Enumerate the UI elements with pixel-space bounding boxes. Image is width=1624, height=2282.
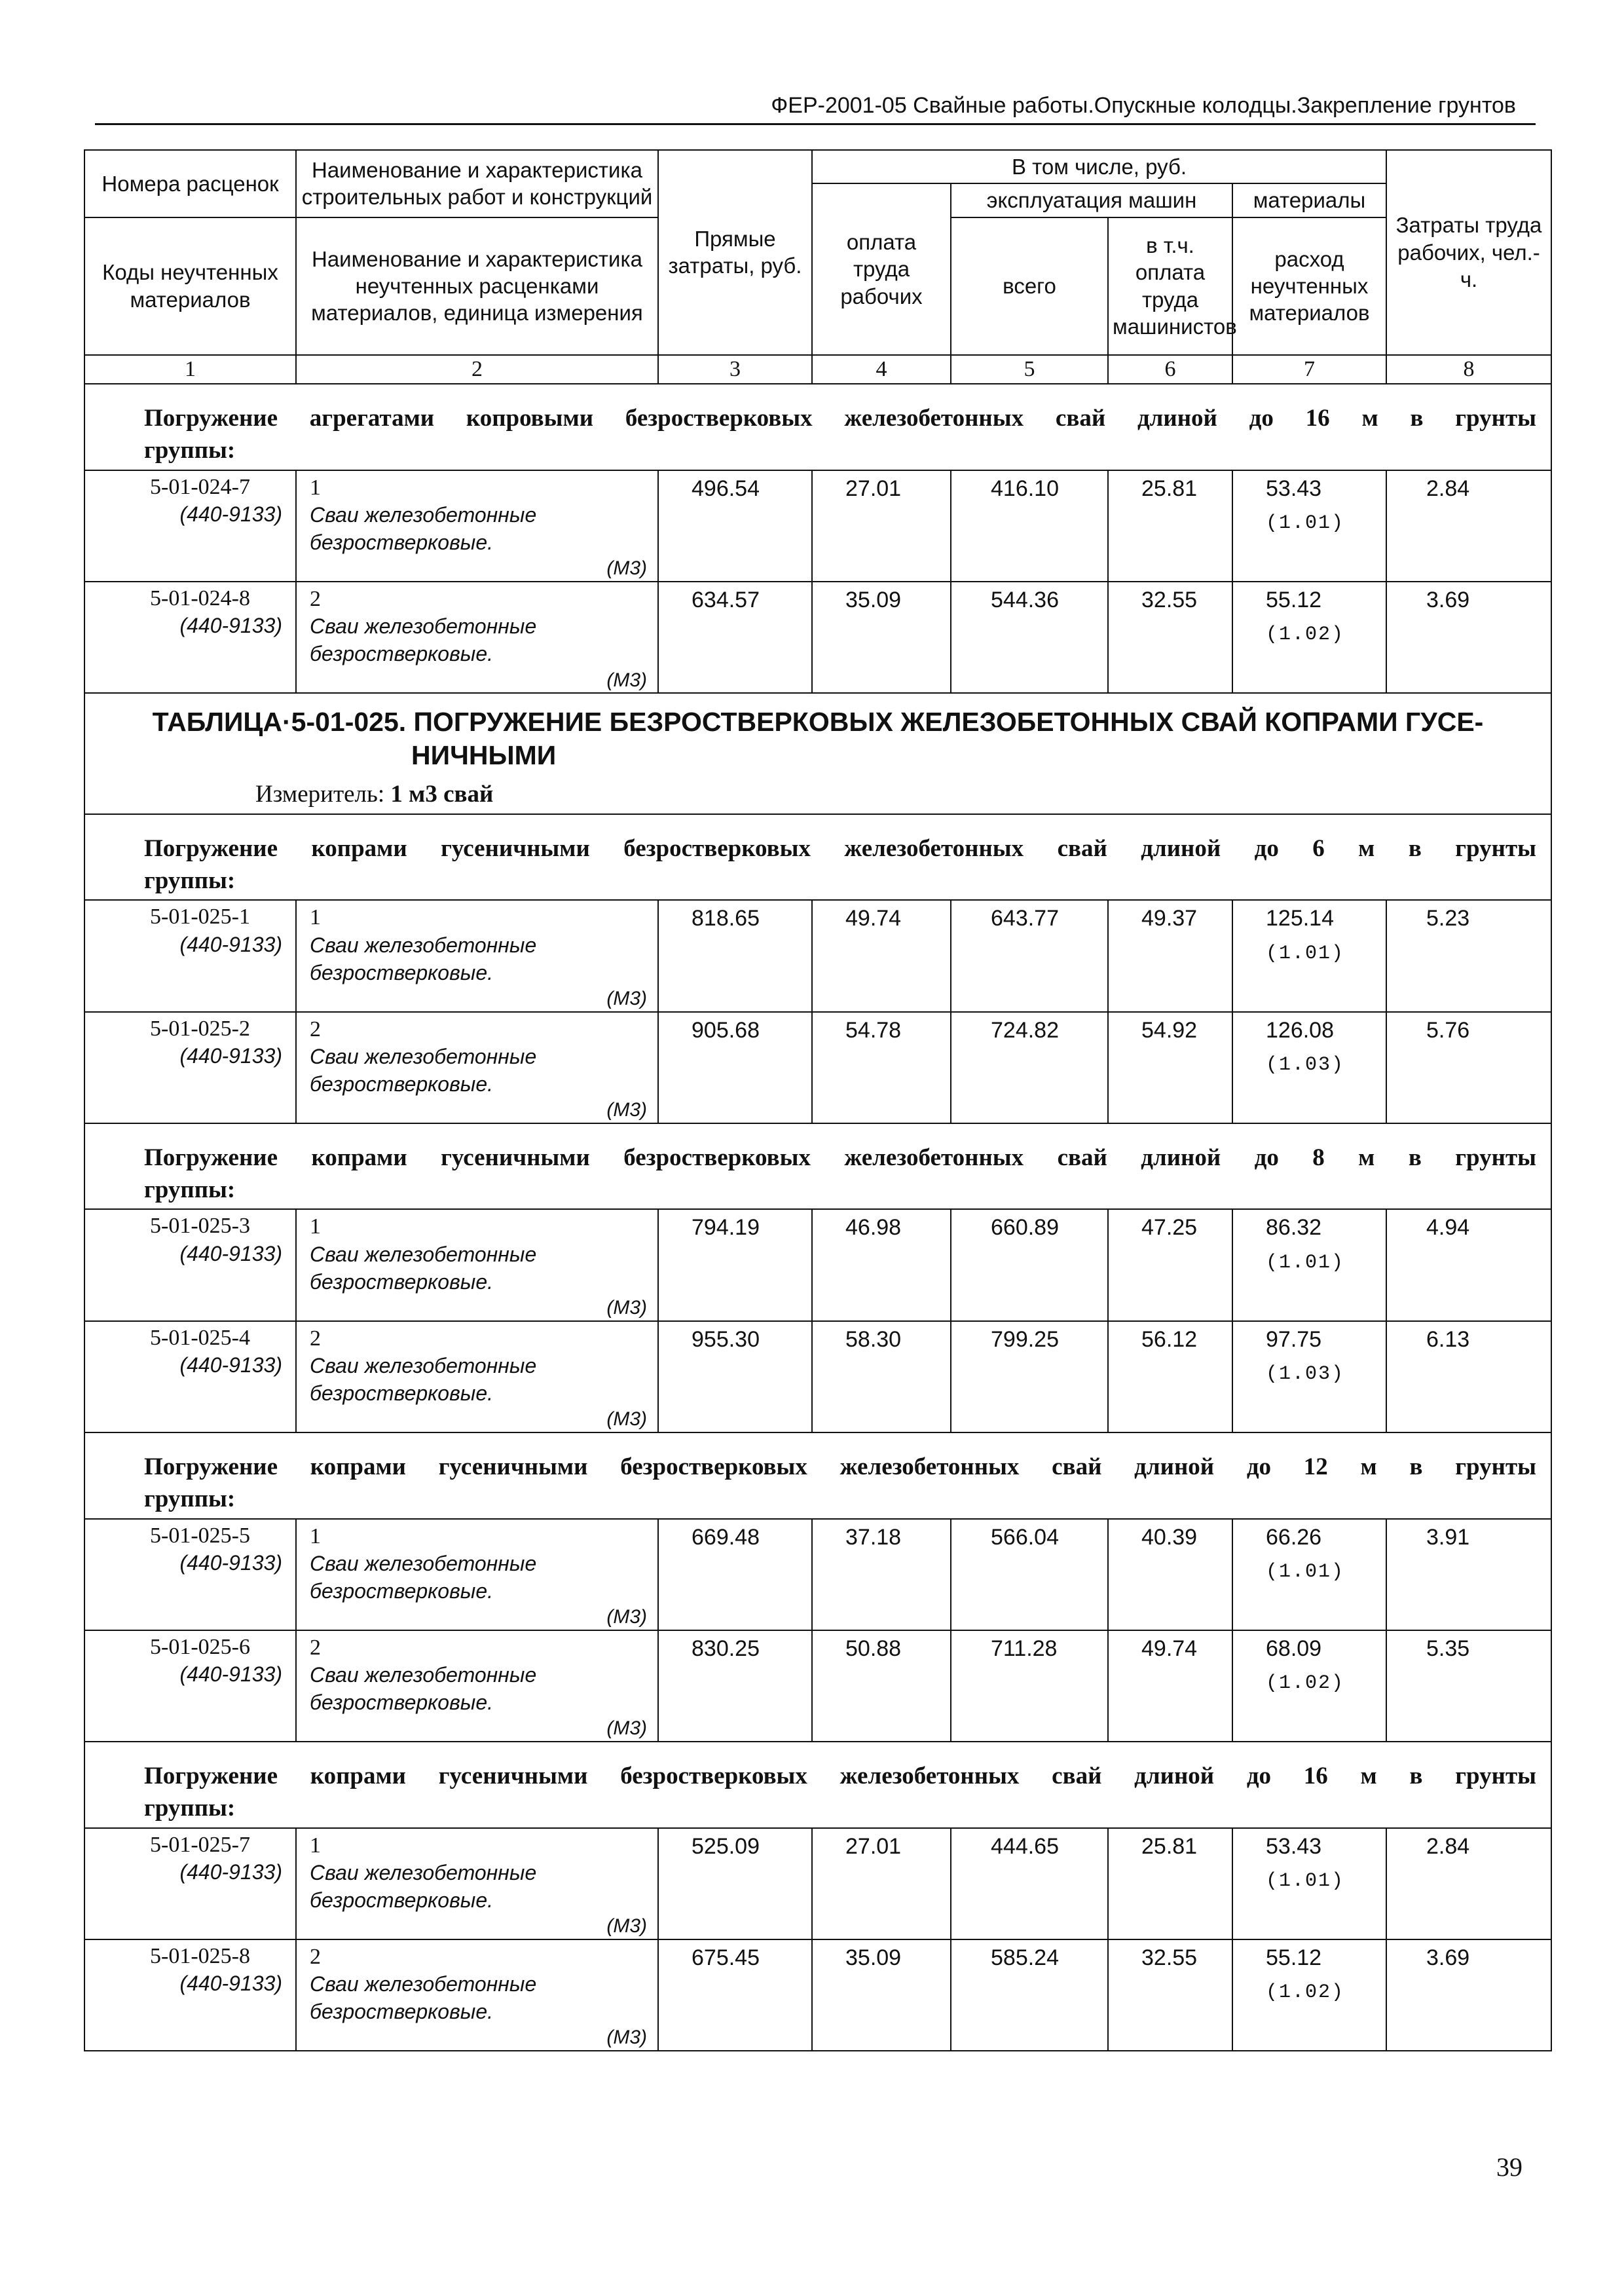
subitem-number: 1 xyxy=(310,905,321,930)
subitem-number: 2 xyxy=(310,1944,321,1969)
materials-cost: 55.12 xyxy=(1266,587,1322,612)
rate-code-cell xyxy=(84,1519,296,1630)
description-cell xyxy=(296,1321,658,1432)
section-heading-line2: группы: xyxy=(144,436,236,464)
machines-total: 660.89 xyxy=(951,1209,1108,1320)
labor-hours: 2.84 xyxy=(1386,1828,1551,1939)
materials-cost: 66.26 xyxy=(1266,1524,1322,1550)
section-heading xyxy=(84,1742,1551,1828)
material-description: Сваи железобетонные безростверковые. xyxy=(310,614,537,665)
machines-total: 444.65 xyxy=(951,1828,1108,1939)
description-cell xyxy=(296,1012,658,1123)
section-heading xyxy=(84,814,1551,901)
subitem-number: 1 xyxy=(310,1214,321,1239)
labor-hours: 5.76 xyxy=(1386,1012,1551,1123)
material-description: Сваи железобетонные безростверковые. xyxy=(310,503,537,554)
labor-hours: 6.13 xyxy=(1386,1321,1551,1432)
section-heading xyxy=(84,1123,1551,1210)
measure-unit xyxy=(98,779,1538,810)
header-materials: материалы xyxy=(1232,183,1386,217)
table-title-line1: ТАБЛИЦА·5-01-025. ПОГРУЖЕНИЕ БЕЗРОСТВЕРКОВЫХ ЖЕЛЕЗОБЕТОННЫХ СВАЙ КОПРАМИ ГУСЕ- xyxy=(152,707,1484,738)
unit-of-measure: (М3) xyxy=(606,1606,647,1628)
unit-of-measure: (М3) xyxy=(606,1297,647,1319)
unit-of-measure: (М3) xyxy=(606,1099,647,1121)
rate-code: 5-01-025-7 xyxy=(150,1832,250,1857)
direct-costs: 830.25 xyxy=(658,1630,812,1742)
unaccounted-material-qty: (1.02) xyxy=(1266,1672,1345,1695)
section-heading-line1: Погружение агрегатами копровыми безростверковых железобетонных свай длиной до 16 м в грунты xyxy=(144,405,1537,432)
machines-total: 544.36 xyxy=(951,582,1108,693)
machines-total: 724.82 xyxy=(951,1012,1108,1123)
column-number: 7 xyxy=(1232,355,1386,384)
description-cell xyxy=(296,1939,658,2051)
section-heading-line2: группы: xyxy=(144,867,236,894)
materials-cost: 53.43 xyxy=(1266,476,1322,501)
table-row xyxy=(84,470,1551,582)
material-code: (440-9133) xyxy=(179,932,282,956)
rate-code-cell xyxy=(84,582,296,693)
labor-hours: 5.35 xyxy=(1386,1630,1551,1742)
header-labor: оплата труда рабочих xyxy=(812,183,951,354)
direct-costs: 794.19 xyxy=(658,1209,812,1320)
material-description: Сваи железобетонные безростверковые. xyxy=(310,1242,537,1294)
section-heading-line1: Погружение копрами гусеничными безростверковых железобетонных свай длиной до 16 м в грунты xyxy=(144,1762,1537,1789)
column-number: 2 xyxy=(296,355,658,384)
table-row xyxy=(84,1519,1551,1630)
labor-wages: 46.98 xyxy=(812,1209,951,1320)
unit-of-measure: (М3) xyxy=(606,557,647,580)
rate-code: 5-01-024-8 xyxy=(150,586,250,610)
rate-code: 5-01-025-2 xyxy=(150,1016,250,1041)
direct-costs: 669.48 xyxy=(658,1519,812,1630)
material-code: (440-9133) xyxy=(179,1972,282,1996)
material-code: (440-9133) xyxy=(179,1044,282,1068)
material-code: (440-9133) xyxy=(179,614,282,638)
table-row xyxy=(84,1828,1551,1939)
table-row xyxy=(84,1630,1551,1742)
materials-cell xyxy=(1232,1630,1386,1742)
machinist-wages: 40.39 xyxy=(1108,1519,1232,1630)
page-number: 39 xyxy=(1496,2152,1522,2182)
subitem-number: 2 xyxy=(310,1326,321,1351)
labor-wages: 37.18 xyxy=(812,1519,951,1630)
running-header xyxy=(95,92,1536,125)
material-code: (440-9133) xyxy=(179,1353,282,1377)
rate-code: 5-01-024-7 xyxy=(150,474,250,499)
labor-wages: 27.01 xyxy=(812,470,951,582)
direct-costs: 675.45 xyxy=(658,1939,812,2051)
price-table xyxy=(84,149,1552,2051)
machinist-wages: 32.55 xyxy=(1108,1939,1232,2051)
subitem-number: 2 xyxy=(310,1635,321,1660)
rate-code-cell xyxy=(84,470,296,582)
direct-costs: 634.57 xyxy=(658,582,812,693)
machinist-wages: 56.12 xyxy=(1108,1321,1232,1432)
section-heading-line2: группы: xyxy=(144,1485,236,1512)
unaccounted-material-qty: (1.03) xyxy=(1266,1054,1345,1077)
material-description: Сваи железобетонные безростверковые. xyxy=(310,1552,537,1603)
labor-hours: 2.84 xyxy=(1386,470,1551,582)
rate-code-cell xyxy=(84,1321,296,1432)
rate-code: 5-01-025-6 xyxy=(150,1634,250,1659)
materials-cell xyxy=(1232,470,1386,582)
material-code: (440-9133) xyxy=(179,1241,282,1265)
unaccounted-material-qty: (1.01) xyxy=(1266,942,1345,965)
section-heading xyxy=(84,384,1551,470)
description-cell xyxy=(296,1828,658,1939)
section-heading-row xyxy=(84,384,1551,470)
unaccounted-material-qty: (1.02) xyxy=(1266,624,1345,646)
materials-cell xyxy=(1232,1828,1386,1939)
header-including: В том числе, руб. xyxy=(812,150,1386,183)
machines-total: 711.28 xyxy=(951,1630,1108,1742)
section-heading-line2: группы: xyxy=(144,1176,236,1203)
section-heading-row xyxy=(84,1432,1551,1519)
header-material-codes: Коды неучтенных материалов xyxy=(84,217,296,355)
materials-cell xyxy=(1232,1012,1386,1123)
table-row xyxy=(84,1939,1551,2051)
header-machines-total: всего xyxy=(951,217,1108,355)
materials-cell xyxy=(1232,1939,1386,2051)
material-description: Сваи железобетонные безростверковые. xyxy=(310,1354,537,1405)
materials-cost: 86.32 xyxy=(1266,1215,1322,1241)
unit-of-measure: (М3) xyxy=(606,1717,647,1740)
header-direct-costs: Прямые затраты, руб. xyxy=(658,150,812,355)
materials-cell xyxy=(1232,900,1386,1011)
rate-code-cell xyxy=(84,1828,296,1939)
machines-total: 643.77 xyxy=(951,900,1108,1011)
section-heading-line1: Погружение копрами гусеничными безростверковых железобетонных свай длиной до 8 м в грунты xyxy=(144,1144,1537,1171)
header-codes: Номера расценок xyxy=(84,150,296,217)
material-description: Сваи железобетонные безростверковые. xyxy=(310,1045,537,1096)
rate-code-cell xyxy=(84,1012,296,1123)
section-heading-row xyxy=(84,1742,1551,1828)
rate-code: 5-01-025-1 xyxy=(150,905,250,929)
rate-code: 5-01-025-5 xyxy=(150,1523,250,1548)
material-code: (440-9133) xyxy=(179,502,282,527)
machinist-wages: 25.81 xyxy=(1108,470,1232,582)
description-cell xyxy=(296,900,658,1011)
machinist-wages: 49.37 xyxy=(1108,900,1232,1011)
material-code: (440-9133) xyxy=(179,1662,282,1687)
direct-costs: 955.30 xyxy=(658,1321,812,1432)
unaccounted-material-qty: (1.01) xyxy=(1266,1251,1345,1274)
table-title-line2: НИЧНЫМИ xyxy=(411,740,557,771)
materials-cost: 55.12 xyxy=(1266,1945,1322,1970)
machinist-wages: 49.74 xyxy=(1108,1630,1232,1742)
header-name: Наименование и характеристика строительных работ и конструкций xyxy=(296,150,658,217)
labor-hours: 3.69 xyxy=(1386,582,1551,693)
section-heading-row xyxy=(84,814,1551,901)
machinist-wages: 32.55 xyxy=(1108,582,1232,693)
table-row xyxy=(84,582,1551,693)
header-machines-labor: в т.ч. оплата труда машинистов xyxy=(1108,217,1232,355)
machinist-wages: 47.25 xyxy=(1108,1209,1232,1320)
table-title xyxy=(98,705,1538,773)
unit-of-measure: (М3) xyxy=(606,988,647,1010)
materials-cost: 125.14 xyxy=(1266,906,1334,931)
unaccounted-material-qty: (1.03) xyxy=(1266,1363,1345,1386)
materials-cell xyxy=(1232,1519,1386,1630)
labor-wages: 27.01 xyxy=(812,1828,951,1939)
measure-label: Измеритель: xyxy=(255,780,385,808)
unaccounted-material-qty: (1.02) xyxy=(1266,1981,1345,2004)
materials-cell xyxy=(1232,1209,1386,1320)
table-row xyxy=(84,900,1551,1011)
subitem-number: 1 xyxy=(310,1833,321,1858)
materials-cost: 97.75 xyxy=(1266,1326,1322,1352)
direct-costs: 818.65 xyxy=(658,900,812,1011)
labor-wages: 49.74 xyxy=(812,900,951,1011)
materials-cell xyxy=(1232,582,1386,693)
rate-code-cell xyxy=(84,900,296,1011)
header-machines: эксплуатация машин xyxy=(951,183,1232,217)
machinist-wages: 54.92 xyxy=(1108,1012,1232,1123)
labor-hours: 5.23 xyxy=(1386,900,1551,1011)
unit-of-measure: (М3) xyxy=(606,1408,647,1431)
column-number: 8 xyxy=(1386,355,1551,384)
direct-costs: 525.09 xyxy=(658,1828,812,1939)
table-title-row xyxy=(84,693,1551,814)
direct-costs: 905.68 xyxy=(658,1012,812,1123)
material-code: (440-9133) xyxy=(179,1551,282,1575)
description-cell xyxy=(296,1209,658,1320)
machines-total: 416.10 xyxy=(951,470,1108,582)
direct-costs: 496.54 xyxy=(658,470,812,582)
running-header-text: ФЕР-2001-05 Свайные работы.Опускные колодцы.Закрепление грунтов xyxy=(771,93,1516,118)
rate-code-cell xyxy=(84,1939,296,2051)
labor-wages: 54.78 xyxy=(812,1012,951,1123)
subitem-number: 2 xyxy=(310,586,321,611)
rate-code: 5-01-025-8 xyxy=(150,1943,250,1968)
description-cell xyxy=(296,470,658,582)
unit-of-measure: (М3) xyxy=(606,2027,647,2049)
subitem-number: 2 xyxy=(310,1017,321,1041)
material-description: Сваи железобетонные безростверковые. xyxy=(310,1972,537,2023)
labor-wages: 35.09 xyxy=(812,582,951,693)
material-code: (440-9133) xyxy=(179,1860,282,1884)
labor-wages: 58.30 xyxy=(812,1321,951,1432)
unit-of-measure: (М3) xyxy=(606,669,647,691)
subitem-number: 1 xyxy=(310,475,321,500)
labor-wages: 50.88 xyxy=(812,1630,951,1742)
column-number: 6 xyxy=(1108,355,1232,384)
description-cell xyxy=(296,1519,658,1630)
labor-wages: 35.09 xyxy=(812,1939,951,2051)
column-number: 3 xyxy=(658,355,812,384)
unit-of-measure: (М3) xyxy=(606,1915,647,1937)
section-heading-line1: Погружение копрами гусеничными безростверковых железобетонных свай длиной до 6 м в грунты xyxy=(144,834,1537,862)
materials-cell xyxy=(1232,1321,1386,1432)
header-material-names: Наименование и характеристика неучтенных расценками материалов, единица измерения xyxy=(296,217,658,355)
header-row-1 xyxy=(84,150,1551,183)
table-row xyxy=(84,1321,1551,1432)
column-number: 4 xyxy=(812,355,951,384)
materials-cost: 53.43 xyxy=(1266,1833,1322,1859)
subitem-number: 1 xyxy=(310,1524,321,1548)
unaccounted-material-qty: (1.01) xyxy=(1266,1561,1345,1583)
section-heading-line2: группы: xyxy=(144,1794,236,1822)
labor-hours: 4.94 xyxy=(1386,1209,1551,1320)
table-row xyxy=(84,1012,1551,1123)
description-cell xyxy=(296,582,658,693)
table-title-cell xyxy=(84,693,1551,814)
material-description: Сваи железобетонные безростверковые. xyxy=(310,1861,537,1912)
labor-hours: 3.69 xyxy=(1386,1939,1551,2051)
section-heading-row xyxy=(84,1123,1551,1210)
unaccounted-material-qty: (1.01) xyxy=(1266,1870,1345,1893)
section-heading xyxy=(84,1432,1551,1519)
rate-code-cell xyxy=(84,1630,296,1742)
materials-cost: 68.09 xyxy=(1266,1636,1322,1661)
column-number: 1 xyxy=(84,355,296,384)
rate-code-cell xyxy=(84,1209,296,1320)
column-number-row xyxy=(84,355,1551,384)
labor-hours: 3.91 xyxy=(1386,1519,1551,1630)
column-number: 5 xyxy=(951,355,1108,384)
table-row xyxy=(84,1209,1551,1320)
rate-code: 5-01-025-3 xyxy=(150,1214,250,1239)
machines-total: 566.04 xyxy=(951,1519,1108,1630)
materials-cost: 126.08 xyxy=(1266,1017,1334,1043)
header-labor-hours: Затраты труда рабочих, чел.-ч. xyxy=(1386,150,1551,355)
header-unaccounted-materials: расход неучтенных материалов xyxy=(1232,217,1386,355)
machinist-wages: 25.81 xyxy=(1108,1828,1232,1939)
material-description: Сваи железобетонные безростверковые. xyxy=(310,1663,537,1714)
unaccounted-material-qty: (1.01) xyxy=(1266,512,1345,535)
material-description: Сваи железобетонные безростверковые. xyxy=(310,933,537,984)
measure-value: 1 м3 свай xyxy=(390,780,494,808)
section-heading-line1: Погружение копрами гусеничными безростверковых железобетонных свай длиной до 12 м в грунты xyxy=(144,1453,1537,1480)
rate-code: 5-01-025-4 xyxy=(150,1325,250,1350)
machines-total: 585.24 xyxy=(951,1939,1108,2051)
machines-total: 799.25 xyxy=(951,1321,1108,1432)
description-cell xyxy=(296,1630,658,1742)
